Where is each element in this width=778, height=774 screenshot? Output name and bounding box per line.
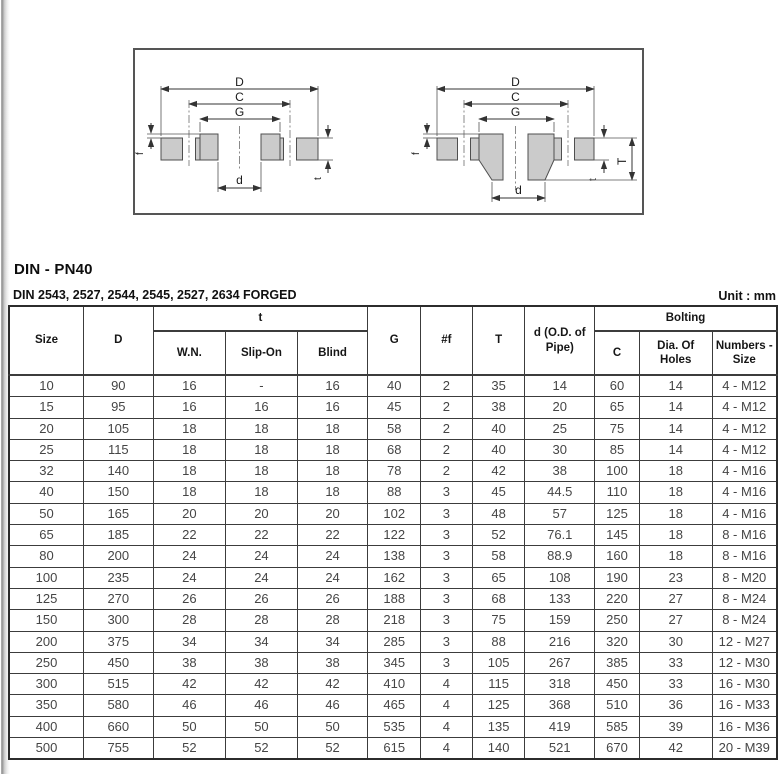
- table-cell: 90: [84, 375, 154, 397]
- table-cell: 15: [9, 397, 84, 418]
- table-cell: 24: [153, 546, 226, 567]
- table-row: [9, 397, 777, 418]
- table-cell: 42: [297, 674, 368, 695]
- col-header-numbers-size: Numbers - Size: [712, 331, 777, 375]
- col-header-C: C: [595, 331, 640, 375]
- table-cell: 27: [639, 610, 712, 631]
- table-cell: 2: [421, 461, 473, 482]
- table-cell: 162: [368, 567, 421, 588]
- table-cell: 60: [595, 375, 640, 397]
- table-cell: 18: [226, 461, 298, 482]
- table-row: [9, 482, 777, 503]
- table-cell: 25: [525, 418, 595, 439]
- table-cell: 16 - M30: [712, 674, 777, 695]
- flange-diagrams: [135, 50, 642, 213]
- table-cell: 50: [297, 716, 368, 737]
- table-cell: 4: [421, 738, 473, 760]
- table-cell: 4 - M12: [712, 375, 777, 397]
- table-cell: 535: [368, 716, 421, 737]
- table-cell: 58: [472, 546, 525, 567]
- table-cell: 8 - M24: [712, 588, 777, 609]
- table-cell: 52: [297, 738, 368, 760]
- table-cell: 26: [297, 588, 368, 609]
- table-cell: 20: [226, 503, 298, 524]
- table-cell: 14: [639, 439, 712, 460]
- table-cell: 165: [84, 503, 154, 524]
- table-cell: 18: [639, 503, 712, 524]
- flange-diagram-box: [133, 48, 644, 215]
- dim-label-C: C: [235, 90, 244, 104]
- table-cell: 450: [595, 674, 640, 695]
- table-cell: 34: [297, 631, 368, 652]
- table-cell: 18: [153, 482, 226, 503]
- table-cell: 88: [368, 482, 421, 503]
- table-cell: 16 - M36: [712, 716, 777, 737]
- table-cell: 216: [525, 631, 595, 652]
- table-cell: 122: [368, 525, 421, 546]
- table-row: [9, 716, 777, 737]
- table-cell: 185: [84, 525, 154, 546]
- table-cell: 235: [84, 567, 154, 588]
- table-cell: 88.9: [525, 546, 595, 567]
- table-cell: 78: [368, 461, 421, 482]
- table-cell: 14: [639, 397, 712, 418]
- table-cell: 52: [153, 738, 226, 760]
- table-cell: 20: [153, 503, 226, 524]
- table-row: [9, 439, 777, 460]
- table-cell: 18: [153, 439, 226, 460]
- table-cell: 48: [472, 503, 525, 524]
- table-cell: 3: [421, 631, 473, 652]
- table-cell: 510: [595, 695, 640, 716]
- table-cell: 36: [639, 695, 712, 716]
- col-header-wn: W.N.: [153, 331, 226, 375]
- table-cell: 50: [226, 716, 298, 737]
- table-cell: 34: [153, 631, 226, 652]
- table-cell: 100: [9, 567, 84, 588]
- table-cell: 27: [639, 588, 712, 609]
- table-cell: 345: [368, 652, 421, 673]
- table-cell: 3: [421, 546, 473, 567]
- col-header-G: G: [368, 306, 421, 375]
- table-cell: 40: [472, 439, 525, 460]
- table-header: [9, 306, 777, 375]
- col-header-blind: Blind: [297, 331, 368, 375]
- table-cell: 22: [297, 525, 368, 546]
- table-row: [9, 418, 777, 439]
- table-cell: 20: [297, 503, 368, 524]
- table-cell: 140: [84, 461, 154, 482]
- table-cell: 24: [226, 546, 298, 567]
- table-cell: 2: [421, 418, 473, 439]
- table-cell: 40: [472, 418, 525, 439]
- table-cell: 24: [153, 567, 226, 588]
- table-cell: 95: [84, 397, 154, 418]
- table-cell: 125: [595, 503, 640, 524]
- table-cell: 38: [472, 397, 525, 418]
- table-cell: 125: [9, 588, 84, 609]
- table-cell: 218: [368, 610, 421, 631]
- table-cell: 18: [226, 439, 298, 460]
- table-cell: 18: [153, 418, 226, 439]
- table-cell: 500: [9, 738, 84, 760]
- table-cell: 68: [368, 439, 421, 460]
- table-cell: 8 - M16: [712, 546, 777, 567]
- table-cell: 140: [472, 738, 525, 760]
- table-cell: 4 - M16: [712, 482, 777, 503]
- table-cell: 670: [595, 738, 640, 760]
- table-cell: 88: [472, 631, 525, 652]
- table-row: [9, 567, 777, 588]
- table-cell: 3: [421, 567, 473, 588]
- table-cell: 40: [368, 375, 421, 397]
- table-cell: 125: [472, 695, 525, 716]
- table-cell: 150: [9, 610, 84, 631]
- table-cell: 16: [153, 375, 226, 397]
- table-cell: 46: [226, 695, 298, 716]
- table-cell: 76.1: [525, 525, 595, 546]
- table-cell: 320: [595, 631, 640, 652]
- table-cell: 3: [421, 482, 473, 503]
- table-cell: 65: [472, 567, 525, 588]
- table-cell: 4 - M12: [712, 439, 777, 460]
- table-cell: 65: [9, 525, 84, 546]
- dim-label-t: t: [588, 178, 599, 181]
- col-header-dia-holes: Dia. Of Holes: [639, 331, 712, 375]
- table-row: [9, 588, 777, 609]
- table-cell: 18: [226, 482, 298, 503]
- table-cell: 80: [9, 546, 84, 567]
- table-cell: -: [226, 375, 298, 397]
- table-cell: 3: [421, 652, 473, 673]
- table-cell: 115: [84, 439, 154, 460]
- table-cell: 38: [153, 652, 226, 673]
- table-cell: 580: [84, 695, 154, 716]
- table-cell: 28: [153, 610, 226, 631]
- table-row: [9, 695, 777, 716]
- table-cell: 45: [472, 482, 525, 503]
- table-cell: 4 - M12: [712, 397, 777, 418]
- table-cell: 58: [368, 418, 421, 439]
- table-cell: 42: [226, 674, 298, 695]
- table-cell: 100: [595, 461, 640, 482]
- table-cell: 14: [525, 375, 595, 397]
- table-cell: 102: [368, 503, 421, 524]
- table-cell: 38: [297, 652, 368, 673]
- table-cell: 38: [525, 461, 595, 482]
- table-cell: 18: [639, 482, 712, 503]
- table-cell: 350: [9, 695, 84, 716]
- dim-label-f: f: [135, 152, 146, 155]
- table-cell: 521: [525, 738, 595, 760]
- col-header-d-od: d (O.D. of Pipe): [525, 306, 595, 375]
- table-cell: 12 - M30: [712, 652, 777, 673]
- table-cell: 38: [226, 652, 298, 673]
- table-cell: 12 - M27: [712, 631, 777, 652]
- table-cell: 400: [9, 716, 84, 737]
- table-cell: 16: [153, 397, 226, 418]
- table-cell: 42: [639, 738, 712, 760]
- table-cell: 42: [472, 461, 525, 482]
- dim-label-D: D: [511, 75, 520, 89]
- table-body: [9, 375, 777, 759]
- dim-label-G: G: [234, 105, 245, 119]
- table-cell: 18: [639, 546, 712, 567]
- table-cell: 2: [421, 397, 473, 418]
- table-row: [9, 610, 777, 631]
- table-cell: 3: [421, 610, 473, 631]
- table-cell: 32: [9, 461, 84, 482]
- table-cell: 300: [84, 610, 154, 631]
- table-cell: 285: [368, 631, 421, 652]
- table-cell: 188: [368, 588, 421, 609]
- table-cell: 34: [226, 631, 298, 652]
- table-cell: 44.5: [525, 482, 595, 503]
- table-cell: 660: [84, 716, 154, 737]
- table-cell: 30: [639, 631, 712, 652]
- table-cell: 4 - M12: [712, 418, 777, 439]
- table-cell: 40: [9, 482, 84, 503]
- dim-label-t: t: [313, 177, 324, 180]
- table-cell: 20 - M39: [712, 738, 777, 760]
- table-cell: 585: [595, 716, 640, 737]
- table-cell: 20: [9, 418, 84, 439]
- table-cell: 385: [595, 652, 640, 673]
- table-cell: 8 - M20: [712, 567, 777, 588]
- table-cell: 28: [297, 610, 368, 631]
- table-cell: 16: [226, 397, 298, 418]
- table-row: [9, 503, 777, 524]
- table-cell: 14: [639, 375, 712, 397]
- table-cell: 52: [472, 525, 525, 546]
- table-cell: 75: [472, 610, 525, 631]
- table-cell: 18: [639, 525, 712, 546]
- table-cell: 2: [421, 375, 473, 397]
- table-cell: 39: [639, 716, 712, 737]
- dim-label-D: D: [235, 75, 244, 89]
- table-row: [9, 525, 777, 546]
- table-cell: 18: [297, 439, 368, 460]
- table-cell: 25: [9, 439, 84, 460]
- table-cell: 105: [472, 652, 525, 673]
- table-cell: 16 - M33: [712, 695, 777, 716]
- table-cell: 24: [226, 567, 298, 588]
- table-cell: 270: [84, 588, 154, 609]
- table-cell: 160: [595, 546, 640, 567]
- col-group-t: t: [153, 306, 368, 331]
- table-cell: 22: [226, 525, 298, 546]
- table-cell: 3: [421, 525, 473, 546]
- dim-label-G: G: [510, 105, 521, 119]
- table-cell: 16: [297, 397, 368, 418]
- table-cell: 133: [525, 588, 595, 609]
- table-cell: 18: [226, 418, 298, 439]
- table-cell: 10: [9, 375, 84, 397]
- dim-label-C: C: [511, 90, 520, 104]
- col-header-slip-on: Slip-On: [226, 331, 298, 375]
- table-cell: 450: [84, 652, 154, 673]
- table-row: [9, 546, 777, 567]
- table-cell: 115: [472, 674, 525, 695]
- flange-dimension-table: [8, 305, 778, 760]
- table-cell: 4 - M16: [712, 461, 777, 482]
- table-cell: 26: [226, 588, 298, 609]
- table-cell: 24: [297, 546, 368, 567]
- table-cell: 16: [297, 375, 368, 397]
- table-cell: 2: [421, 439, 473, 460]
- table-cell: 368: [525, 695, 595, 716]
- standards-subtitle: DIN 2543, 2527, 2544, 2545, 2527, 2634 FORGED: [13, 288, 297, 302]
- table-cell: 250: [595, 610, 640, 631]
- table-cell: 419: [525, 716, 595, 737]
- table-cell: 318: [525, 674, 595, 695]
- table-cell: 410: [368, 674, 421, 695]
- dim-label-f: f: [411, 152, 422, 155]
- table-cell: 108: [525, 567, 595, 588]
- table-cell: 68: [472, 588, 525, 609]
- table-cell: 138: [368, 546, 421, 567]
- table-cell: 4: [421, 674, 473, 695]
- table-cell: 45: [368, 397, 421, 418]
- table-cell: 4: [421, 695, 473, 716]
- weld-neck-flange-drawing: [411, 75, 637, 202]
- table-cell: 150: [84, 482, 154, 503]
- dim-label-d: d: [515, 183, 522, 197]
- table-cell: 3: [421, 588, 473, 609]
- table-row: [9, 738, 777, 760]
- table-row: [9, 461, 777, 482]
- table-cell: 755: [84, 738, 154, 760]
- table-row: [9, 652, 777, 673]
- table-cell: 135: [472, 716, 525, 737]
- table-cell: 50: [9, 503, 84, 524]
- table-row: [9, 375, 777, 397]
- table-cell: 200: [9, 631, 84, 652]
- table-cell: 42: [153, 674, 226, 695]
- table-cell: 14: [639, 418, 712, 439]
- table-cell: 26: [153, 588, 226, 609]
- slip-on-flange-drawing: [135, 75, 333, 192]
- table-cell: 145: [595, 525, 640, 546]
- table-cell: 33: [639, 652, 712, 673]
- table-cell: 515: [84, 674, 154, 695]
- table-cell: 8 - M24: [712, 610, 777, 631]
- table-cell: 375: [84, 631, 154, 652]
- table-cell: 190: [595, 567, 640, 588]
- table-cell: 28: [226, 610, 298, 631]
- table-cell: 267: [525, 652, 595, 673]
- col-header-f: #f: [421, 306, 473, 375]
- col-header-T: T: [472, 306, 525, 375]
- dim-label-T: T: [615, 157, 629, 165]
- table-cell: 57: [525, 503, 595, 524]
- table-cell: 50: [153, 716, 226, 737]
- col-group-bolting: Bolting: [595, 306, 777, 331]
- dim-label-d: d: [236, 173, 243, 187]
- table-cell: 110: [595, 482, 640, 503]
- table-cell: 23: [639, 567, 712, 588]
- unit-label: Unit : mm: [718, 289, 776, 303]
- table-cell: 75: [595, 418, 640, 439]
- table-row: [9, 631, 777, 652]
- table-cell: 18: [297, 461, 368, 482]
- table-cell: 105: [84, 418, 154, 439]
- table-cell: 3: [421, 503, 473, 524]
- table-cell: 20: [525, 397, 595, 418]
- table-cell: 4 - M16: [712, 503, 777, 524]
- table-cell: 46: [153, 695, 226, 716]
- col-header-size: Size: [9, 306, 84, 375]
- table-cell: 4: [421, 716, 473, 737]
- table-cell: 18: [297, 418, 368, 439]
- table-cell: 8 - M16: [712, 525, 777, 546]
- table-cell: 300: [9, 674, 84, 695]
- col-header-D: D: [84, 306, 154, 375]
- table-cell: 65: [595, 397, 640, 418]
- table-cell: 615: [368, 738, 421, 760]
- table-cell: 52: [226, 738, 298, 760]
- table-cell: 35: [472, 375, 525, 397]
- table-cell: 220: [595, 588, 640, 609]
- table-cell: 22: [153, 525, 226, 546]
- table-cell: 85: [595, 439, 640, 460]
- table-cell: 46: [297, 695, 368, 716]
- table-cell: 250: [9, 652, 84, 673]
- table-cell: 18: [639, 461, 712, 482]
- page-title: DIN - PN40: [14, 261, 93, 278]
- table-cell: 159: [525, 610, 595, 631]
- table-cell: 200: [84, 546, 154, 567]
- table-row: [9, 674, 777, 695]
- table-cell: 24: [297, 567, 368, 588]
- table-cell: 18: [297, 482, 368, 503]
- table-cell: 465: [368, 695, 421, 716]
- table-cell: 18: [153, 461, 226, 482]
- table-cell: 30: [525, 439, 595, 460]
- table-cell: 33: [639, 674, 712, 695]
